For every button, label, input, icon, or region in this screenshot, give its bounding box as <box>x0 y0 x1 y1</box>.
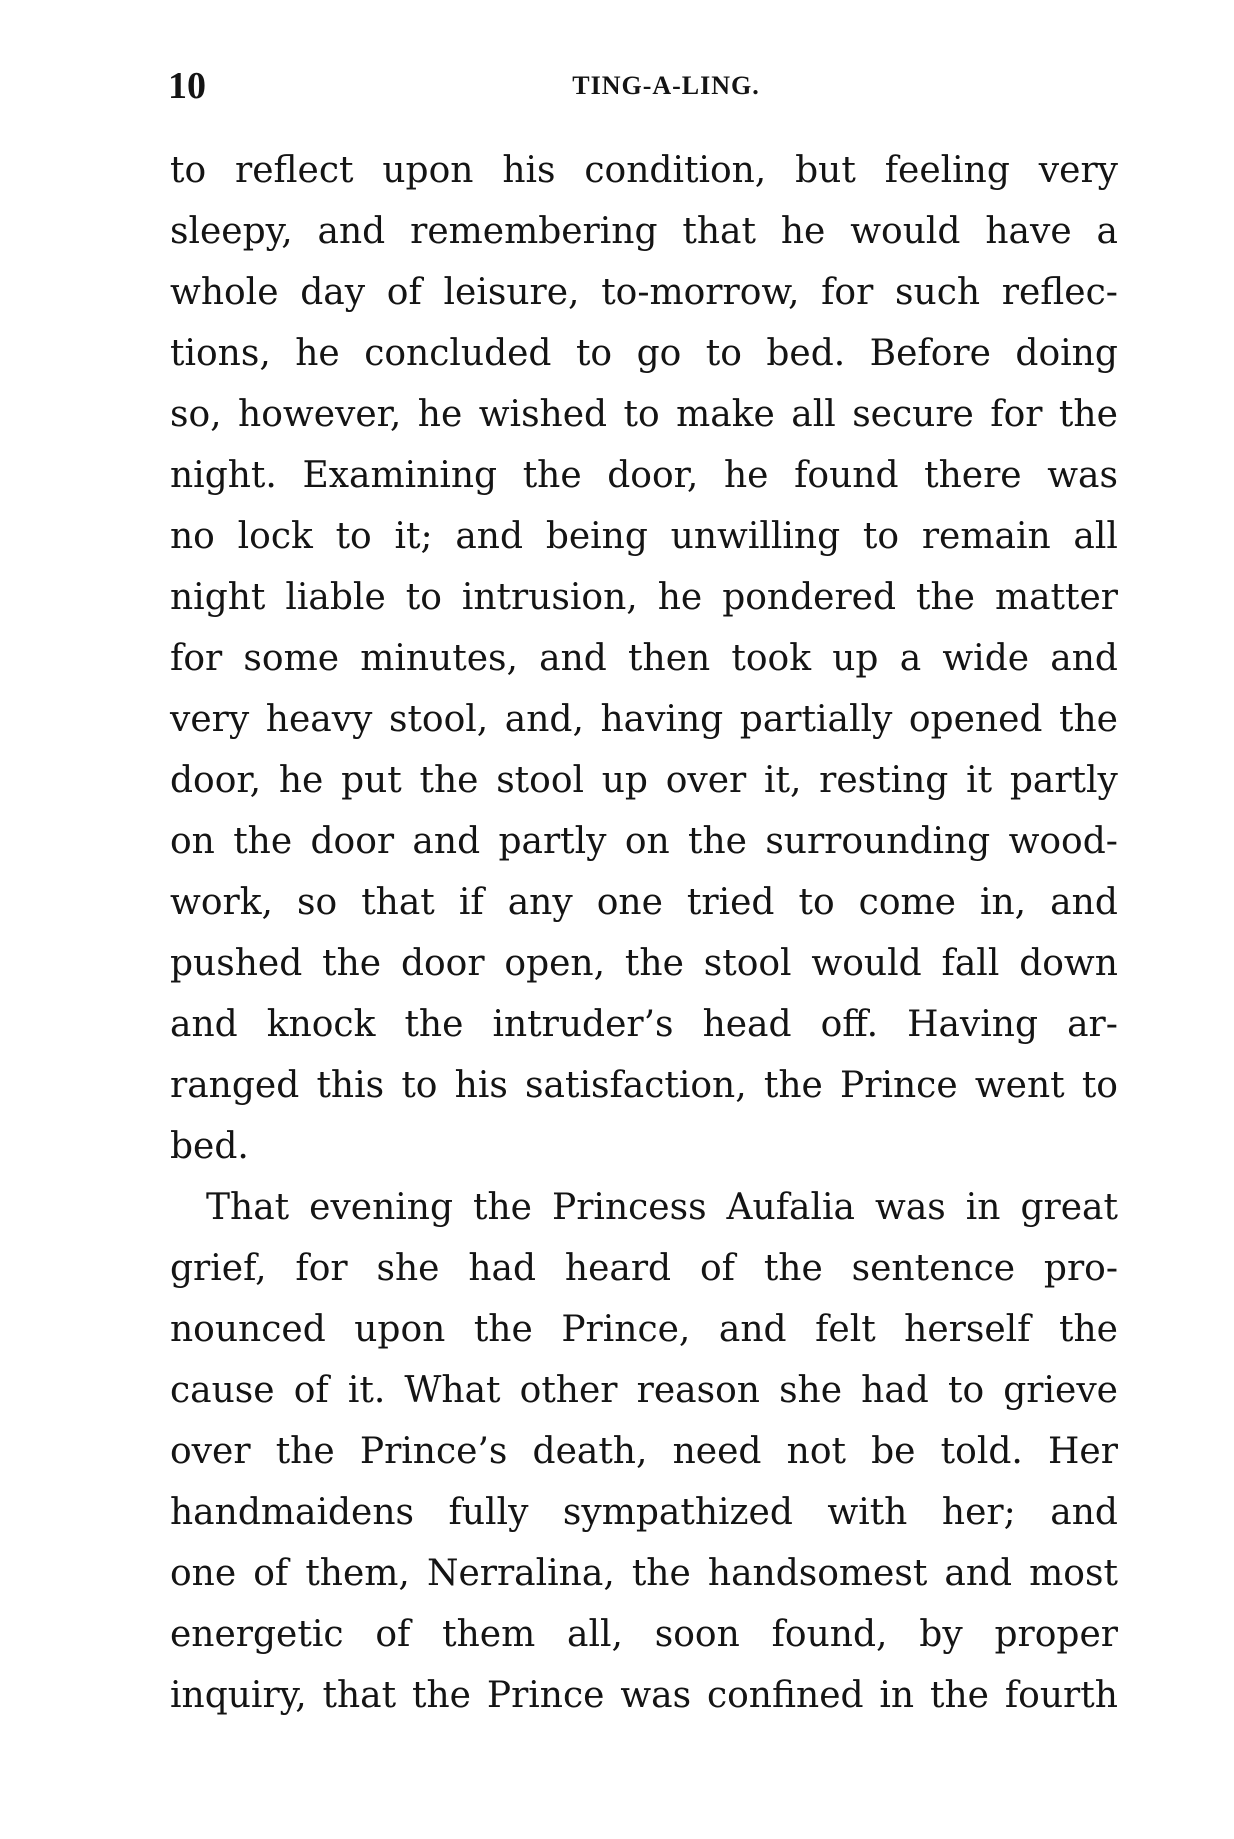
word: Aufalia <box>726 1187 856 1228</box>
text-line <box>170 750 1118 811</box>
word: over <box>170 1431 251 1472</box>
word: the <box>1059 699 1118 740</box>
word: bed. <box>170 1126 249 1167</box>
word: Nerralina, <box>426 1553 615 1594</box>
word: put <box>341 760 402 801</box>
word: that <box>322 1675 397 1716</box>
word: energetic <box>170 1614 344 1655</box>
word: took <box>731 638 812 679</box>
word: confined <box>706 1675 864 1716</box>
word: off. <box>820 1004 879 1045</box>
word: down <box>1019 943 1118 984</box>
word: Before <box>869 333 991 374</box>
word: but <box>795 150 856 191</box>
word: intrusion, <box>461 577 638 618</box>
word: grief, <box>170 1248 267 1289</box>
text-line <box>170 872 1118 933</box>
word: a <box>1096 211 1118 252</box>
word: death, <box>532 1431 648 1472</box>
word: the <box>473 1309 533 1350</box>
word: no <box>170 516 215 557</box>
word: her; <box>941 1492 1016 1533</box>
word: told. <box>940 1431 1023 1472</box>
word: and <box>412 821 481 862</box>
text-line <box>170 1360 1118 1421</box>
word: of <box>253 1553 289 1594</box>
word: unwilling <box>670 516 841 557</box>
word: matter <box>994 577 1118 618</box>
word: herself <box>904 1309 1031 1350</box>
word: the <box>631 1553 691 1594</box>
text-line <box>170 811 1118 872</box>
word: to <box>862 516 900 557</box>
word: proper <box>994 1614 1118 1655</box>
word: inquiry, <box>170 1675 307 1716</box>
running-title: TING-A-LING. <box>572 71 760 100</box>
word: bed. <box>766 333 846 374</box>
word: lock <box>237 516 313 557</box>
word: being <box>545 516 648 557</box>
word: opened <box>908 699 1043 740</box>
word: ar- <box>1067 1004 1118 1045</box>
word: door <box>310 821 395 862</box>
word: leisure, <box>443 272 580 313</box>
word: on <box>624 821 670 862</box>
word: it. <box>347 1370 386 1411</box>
text-line <box>170 384 1118 445</box>
word: she <box>779 1370 843 1411</box>
word: surrounding <box>765 821 991 862</box>
word: reflec- <box>1001 272 1118 313</box>
body-text <box>170 140 1118 1726</box>
text-line <box>170 1177 1118 1238</box>
word: of <box>386 272 422 313</box>
word: Princess <box>552 1187 707 1228</box>
word: come <box>858 882 956 923</box>
word: other <box>519 1370 618 1411</box>
word: with <box>827 1492 908 1533</box>
word: knock <box>266 1004 376 1045</box>
text-line <box>170 1299 1118 1360</box>
word: concluded <box>364 333 552 374</box>
word: he <box>278 760 324 801</box>
word: in <box>879 1675 915 1716</box>
word: Prince <box>840 1065 958 1106</box>
word: if <box>458 882 484 923</box>
text-line <box>170 201 1118 262</box>
running-head <box>168 56 1124 116</box>
word: this <box>316 1065 385 1106</box>
word: then <box>628 638 711 679</box>
word: heard <box>564 1248 672 1289</box>
word: it, <box>763 760 802 801</box>
word: he <box>657 577 703 618</box>
word: wide <box>942 638 1030 679</box>
word: Prince, <box>561 1309 691 1350</box>
word: condition, <box>584 150 767 191</box>
word: found <box>794 455 899 496</box>
word: some <box>243 638 340 679</box>
word: go <box>636 333 682 374</box>
word: to <box>575 333 613 374</box>
word: he <box>417 394 463 435</box>
text-line <box>170 262 1118 323</box>
word: pushed <box>170 943 303 984</box>
word: to <box>947 1370 985 1411</box>
word: doing <box>1015 333 1118 374</box>
word: by <box>919 1614 963 1655</box>
word: the <box>412 1675 471 1716</box>
word: up <box>832 638 879 679</box>
word: minutes, <box>360 638 518 679</box>
word: the <box>275 1431 335 1472</box>
word: for <box>170 638 223 679</box>
word: the <box>1058 394 1118 435</box>
word: great <box>1020 1187 1118 1228</box>
word: stool <box>496 760 585 801</box>
word: feeling <box>884 150 1010 191</box>
word: having <box>600 699 724 740</box>
word: evening <box>309 1187 454 1228</box>
word: the <box>930 1675 989 1716</box>
word: fully <box>448 1492 529 1533</box>
word: fall <box>941 943 1000 984</box>
word: over <box>665 760 747 801</box>
word: he <box>723 455 769 496</box>
word: in <box>965 1187 1001 1228</box>
word: not <box>786 1431 846 1472</box>
word: felt <box>815 1309 876 1350</box>
word: one <box>170 1553 237 1594</box>
text-line <box>170 1665 1118 1726</box>
word: to <box>401 1065 438 1106</box>
word: he <box>295 333 340 374</box>
word: work, <box>170 882 273 923</box>
word: to <box>1081 1065 1118 1106</box>
word: cause <box>170 1370 275 1411</box>
word: to <box>705 333 742 374</box>
word: very <box>170 699 250 740</box>
word: of <box>699 1248 735 1289</box>
word: one <box>596 882 663 923</box>
word: upon <box>354 1309 446 1350</box>
word: had <box>861 1370 929 1411</box>
word: door <box>400 943 485 984</box>
word: sympathized <box>562 1492 793 1533</box>
text-line <box>170 628 1118 689</box>
word: night <box>170 577 266 618</box>
text-line <box>170 1238 1118 1299</box>
word: liable <box>285 577 386 618</box>
word: ranged <box>170 1065 300 1106</box>
word: so, <box>170 394 222 435</box>
word: sentence <box>851 1248 1016 1289</box>
word: partly <box>1009 760 1118 801</box>
word: and <box>1050 882 1118 923</box>
word: there <box>924 455 1022 496</box>
text-line <box>170 506 1118 567</box>
word: up <box>601 760 648 801</box>
word: make <box>676 394 775 435</box>
text-line <box>170 567 1118 628</box>
word: wished <box>478 394 608 435</box>
word: fourth <box>1004 1675 1118 1716</box>
word: and <box>718 1309 787 1350</box>
word: the <box>322 943 382 984</box>
word: Her <box>1048 1431 1118 1472</box>
word: reflect <box>235 150 354 191</box>
word: and <box>170 1004 238 1045</box>
word: the <box>419 760 479 801</box>
word: day <box>300 272 366 313</box>
word: the <box>522 455 582 496</box>
text-line <box>170 445 1118 506</box>
word: wood- <box>1008 821 1118 862</box>
word: and <box>317 211 386 252</box>
word: remain <box>921 516 1051 557</box>
word: all <box>1073 516 1118 557</box>
word: to <box>405 577 442 618</box>
word: and <box>455 516 524 557</box>
word: tions, <box>170 333 271 374</box>
word: his <box>502 150 556 191</box>
word: he <box>780 211 826 252</box>
word: whole <box>170 272 279 313</box>
word: on <box>170 821 215 862</box>
text-line <box>170 1604 1118 1665</box>
word: the <box>688 821 747 862</box>
word: in, <box>979 882 1027 923</box>
word: and <box>539 638 607 679</box>
word: and <box>1050 638 1118 679</box>
word: intruder’s <box>492 1004 674 1045</box>
word: however, <box>238 394 402 435</box>
word: any <box>507 882 573 923</box>
word: resting <box>819 760 949 801</box>
word: That <box>206 1187 290 1228</box>
word: found, <box>771 1614 888 1655</box>
word: to-morrow, <box>601 272 800 313</box>
word: door, <box>607 455 699 496</box>
word: would <box>850 211 961 252</box>
word: door, <box>170 760 262 801</box>
word: very <box>1038 150 1118 191</box>
word: most <box>1029 1553 1118 1594</box>
word: went <box>974 1065 1065 1106</box>
word: and <box>944 1553 1013 1594</box>
word: the <box>915 577 975 618</box>
word: for <box>821 272 874 313</box>
text-line <box>170 140 1118 201</box>
word: of <box>293 1370 329 1411</box>
word: handsomest <box>707 1553 928 1594</box>
word: that <box>682 211 756 252</box>
word: pondered <box>722 577 896 618</box>
word: such <box>895 272 981 313</box>
word: the <box>763 1248 823 1289</box>
word: tried <box>686 882 775 923</box>
word: of <box>375 1614 411 1655</box>
word: was <box>1047 455 1118 496</box>
word: to <box>798 882 835 923</box>
text-line <box>170 1421 1118 1482</box>
word: the <box>624 943 684 984</box>
word: so <box>297 882 338 923</box>
word: open, <box>504 943 606 984</box>
word: it <box>966 760 993 801</box>
text-line <box>170 689 1118 750</box>
text-line <box>170 1543 1118 1604</box>
word: and <box>1050 1492 1118 1533</box>
word: it; <box>394 516 433 557</box>
word: a <box>899 638 922 679</box>
word: them <box>442 1614 536 1655</box>
word: that <box>361 882 435 923</box>
word: to <box>623 394 660 435</box>
word: and, <box>504 699 584 740</box>
word: the <box>233 821 293 862</box>
word: Examining <box>302 455 498 496</box>
word: stool <box>703 943 792 984</box>
word: to <box>335 516 372 557</box>
word: satisfaction, <box>525 1065 747 1106</box>
page-number: 10 <box>168 65 206 107</box>
text-line <box>170 1116 1118 1177</box>
word: upon <box>382 150 474 191</box>
text-line <box>170 1482 1118 1543</box>
word: to <box>170 150 207 191</box>
word: was <box>875 1187 946 1228</box>
word: secure <box>852 394 974 435</box>
word: What <box>404 1370 501 1411</box>
word: the <box>404 1004 464 1045</box>
word: all <box>791 394 836 435</box>
word: soon <box>654 1614 740 1655</box>
word: would <box>811 943 922 984</box>
word: had <box>468 1248 537 1289</box>
word: grieve <box>1003 1370 1118 1411</box>
word: remembering <box>410 211 658 252</box>
word: stool, <box>388 699 489 740</box>
word: handmaidens <box>170 1492 415 1533</box>
word: Prince’s <box>359 1431 508 1472</box>
word: Having <box>907 1004 1039 1045</box>
word: all, <box>567 1614 623 1655</box>
word: sleepy, <box>170 211 293 252</box>
word: the <box>763 1065 823 1106</box>
word: the <box>473 1187 532 1228</box>
word: for <box>990 394 1043 435</box>
word: head <box>702 1004 792 1045</box>
word: partially <box>739 699 893 740</box>
word: the <box>1059 1309 1118 1350</box>
text-line <box>170 933 1118 994</box>
text-line <box>170 994 1118 1055</box>
word: reason <box>636 1370 760 1411</box>
word: heavy <box>265 699 373 740</box>
word: night. <box>170 455 277 496</box>
text-line <box>170 1055 1118 1116</box>
text-line <box>170 323 1118 384</box>
word: his <box>454 1065 508 1106</box>
word: was <box>620 1675 692 1716</box>
word: be <box>871 1431 916 1472</box>
word: have <box>985 211 1072 252</box>
word: pro- <box>1043 1248 1118 1289</box>
word: partly <box>498 821 607 862</box>
word: for <box>295 1248 348 1289</box>
word: Prince <box>486 1675 605 1716</box>
word: nounced <box>170 1309 326 1350</box>
word: she <box>376 1248 440 1289</box>
word: need <box>672 1431 762 1472</box>
word: them, <box>305 1553 410 1594</box>
